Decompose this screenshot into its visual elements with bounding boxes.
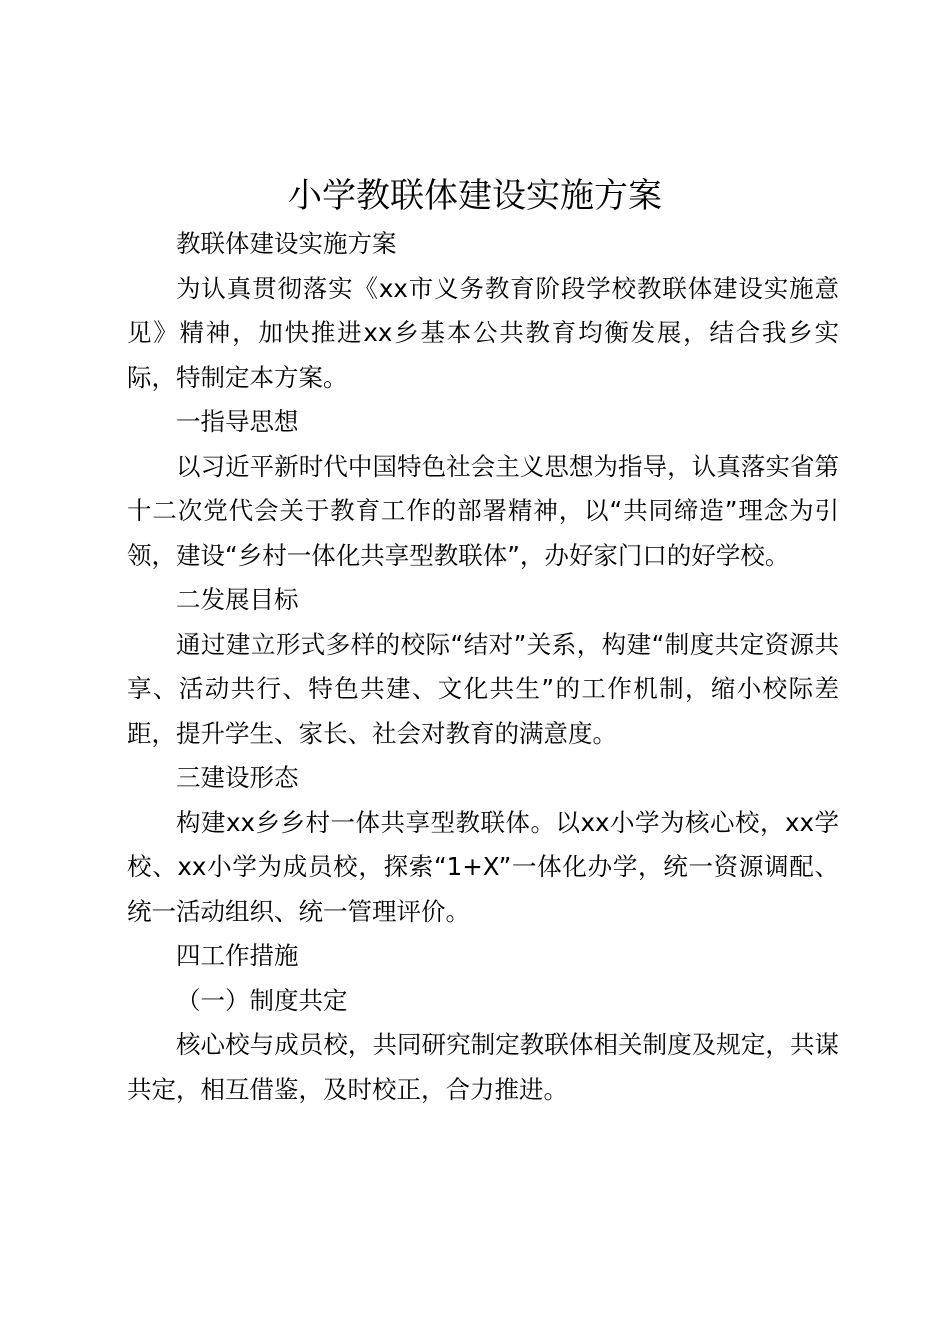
- document-body: [127, 222, 839, 1112]
- section-heading-development-goals: 二发展目标: [176, 585, 299, 614]
- paragraph-construction-form: 构建xx乡乡村一体共享型教联体。以xx小学为核心校，xx学校、xx小学为成员校，探索“1+X”一体化办学，统一资源调配、统一活动组织、统一管理评价。: [127, 807, 839, 926]
- section-heading-construction-form: 三建设形态: [176, 763, 299, 792]
- paragraph-system-co-setting: 核心校与成员校，共同研究制定教联体相关制度及规定，共谋共定，相互借鉴，及时校正，合力推进。: [127, 1030, 839, 1104]
- subsection-heading-system-co-setting: （一）制度共定: [176, 985, 348, 1015]
- paragraph-development-goals: 通过建立形式多样的校际“结对”关系，构建“制度共定资源共享、活动共行、特色共建、文化共生”的工作机制，缩小校际差距，提升学生、家长、社会对教育的满意度。: [127, 629, 839, 748]
- section-heading-guiding-ideology: 一指导思想: [176, 407, 299, 436]
- paragraph-guiding-ideology: 以习近平新时代中国特色社会主义思想为指导，认真落实省第十二次党代会关于教育工作的部署精神，以“共同缔造”理念为引领，建设“乡村一体化共享型教联体”，办好家门口的好学校。: [127, 451, 839, 570]
- document-title: 小学教联体建设实施方案: [288, 176, 662, 216]
- section-heading-work-measures: 四工作措施: [176, 941, 299, 970]
- paragraph-intro: 为认真贯彻落实《xx市义务教育阶段学校教联体建设实施意见》精神，加快推进xx乡基本公共教育均衡发展，结合我乡实际，特制定本方案。: [127, 273, 839, 392]
- paragraph-subtitle: 教联体建设实施方案: [176, 229, 397, 258]
